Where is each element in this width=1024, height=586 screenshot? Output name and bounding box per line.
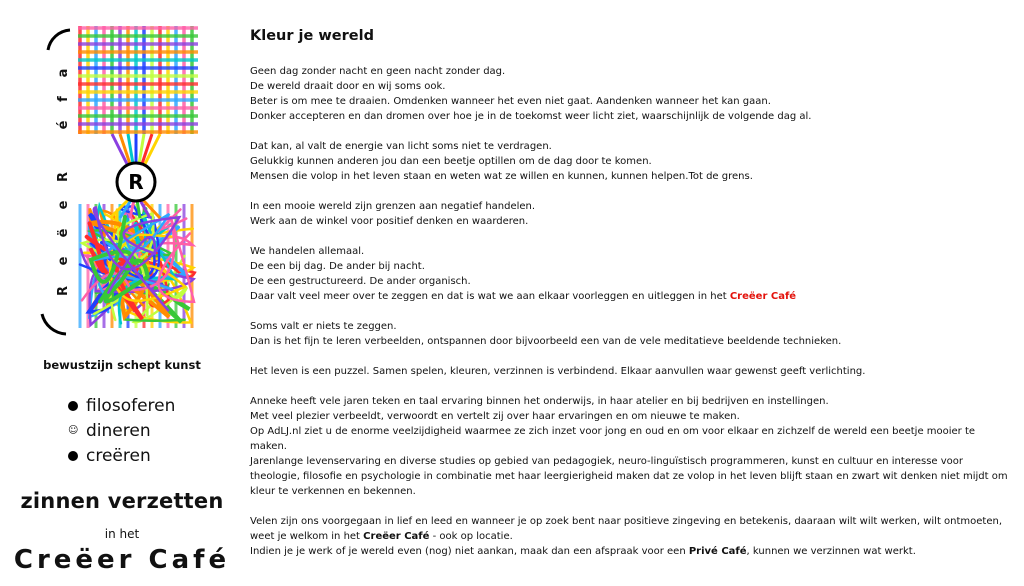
page-title: Kleur je wereld [250,28,374,44]
text-line: De een bij dag. De ander bij nacht. [250,261,425,272]
activity-label: filosoferen [86,395,176,416]
text-line: In een mooie wereld zijn grenzen aan negatief handelen. [250,201,536,212]
list-item [68,418,175,443]
paragraph-puzzle [250,364,1008,379]
logo [30,22,220,340]
tagline: bewustzijn schept kunst [43,358,201,372]
paragraph-energy [250,139,1008,184]
logo-letter-e-diaeresis: ë [56,228,71,238]
top-bracket-arc [48,30,70,50]
activity-list [68,393,175,468]
text-line: Werk aan de winkel voor positief denken en waarderen. [250,216,529,227]
text-segment: Indien je je werk of je wereld even (nog) niet aankan, maak dan een afspraak voor een [250,546,686,557]
cafe-name: Creëer Café [13,545,231,575]
logo-letter-a: a [56,68,71,78]
text-segment: Daar valt veel meer over te zeggen en dat is wat we aan elkaar voorleggen en uitleggen in het [250,291,727,302]
text-line: De een gestructureerd. De ander organisch. [250,276,471,287]
text-line [250,289,1008,304]
text-line: Op AdLJ.nl ziet u de enorme veelzijdigheid waarmee ze zich inzet voor jong en oud en om voor elkaar en zichzelf de wereld een beetje mooier te maken. [250,426,976,452]
text-line: Mensen die volop in het leven staan en weten wat ze willen en kunnen, kunnen helpen.Tot de grens. [250,171,753,182]
text-segment: , kunnen we verzinnen wat werkt. [746,546,916,557]
bottom-bracket-arc [42,314,66,334]
logo-letter-r: R [56,172,71,183]
logo-letter-e: e [56,200,71,210]
text-line [250,514,1008,544]
bullet-icon [68,401,78,411]
logo-letter-r: R [56,286,71,297]
cafe-link[interactable]: Creëer Café [729,291,797,302]
list-item [68,393,175,418]
badge-letter: R [128,170,144,194]
text-segment: - ook op locatie. [429,531,513,542]
tangled-color-lines [80,200,195,328]
text-line: Donker accepteren en dan dromen over hoe je in de toekomst weer licht ziet, waarschijnlijk de volgende dag al. [250,111,812,122]
paragraph-boundaries [250,199,1008,229]
paragraph-welcome [250,514,1008,559]
text-line: Jarenlange levenservaring en diverse studies op gebied van pedagogiek, neuro-linguïstisch programmeren, kunst en cultuur en interesse voor theologie, filosofie en psychologie in combinatie met haar leergierigheid maken dat ze volop in het leven blijft staan en zwart wit denken niet mijdt om kleur te verkennen en bekennen. [250,456,1008,497]
article [250,28,1008,574]
text-line: We handelen allemaal. [250,246,365,257]
smiley-icon: ☺ [68,424,79,436]
text-line: Anneke heeft vele jaren teken en taal ervaring binnen het onderwijs, in haar atelier en bij bedrijven en instellingen. [250,396,829,407]
text-line: Met veel plezier verbeeldt, verwoordt en vertelt zij over haar ervaringen en om nieuwe te maken. [250,411,740,422]
activity-label: creëren [86,445,151,466]
activity-label: dineren [86,420,151,441]
text-segment: Velen zijn ons voorgegaan in lief en leed en wanneer je op zoek bent naar positieve zingeving en betekenis, daaraan wilt wilt werken, wilt ontmoeten, weet je welkom in het [250,516,1003,542]
text-line: Gelukkig kunnen anderen jou dan een beetje optillen om de dag door te komen. [250,156,652,167]
paragraph-anneke [250,394,1008,499]
logo-letter-e-acute: é [56,120,71,130]
text-line: De wereld draait door en wij soms ook. [250,81,446,92]
prive-cafe-inline: Privé Café [688,546,747,557]
text-line: Het leven is een puzzel. Samen spelen, kleuren, verzinnen is verbindend. Elkaar aanvullen waar gewenst geeft verlichting. [250,366,866,377]
cafe-name-inline: Creëer Café [363,531,430,542]
paragraph-day-night [250,64,1008,124]
text-line: Beter is om mee te draaien. Omdenken wanneer het even niet gaat. Aandenken wanneer het kan gaan. [250,96,771,107]
logo-letter-f: f [56,96,71,102]
logo-letter-e: e [56,256,71,266]
text-line: Soms valt er niets te zeggen. [250,321,397,332]
text-line: Geen dag zonder nacht en geen nacht zonder dag. [250,66,506,77]
text-line [250,544,1008,559]
paragraph-silence [250,319,1008,349]
text-line: Dan is het fijn te leren verbeelden, ontspannen door bijvoorbeeld een van de vele meditatieve beeldende technieken. [250,336,842,347]
in-het-label: in het [104,527,140,541]
bullet-icon [68,451,78,461]
text-line: Dat kan, al valt de energie van licht soms niet te verdragen. [250,141,552,152]
slogan: zinnen verzetten [20,489,224,513]
paragraph-acting [250,244,1008,304]
list-item [68,443,175,468]
woven-color-grid [78,26,198,164]
